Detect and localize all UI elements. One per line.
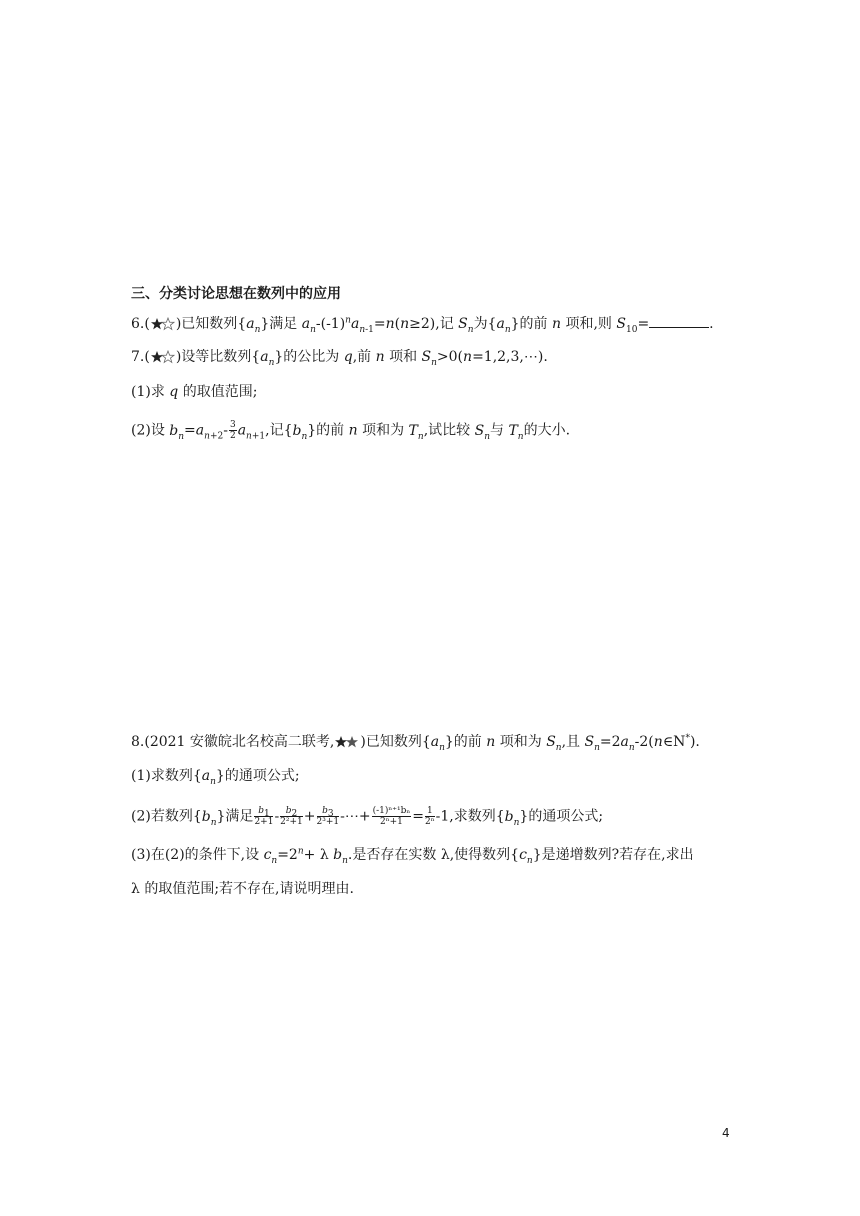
question-number: 7. xyxy=(131,349,145,365)
fraction: $\frac{\text{(-1)ⁿ⁺¹bₙ}}{\text{2ⁿ+1}}$ xyxy=(372,806,411,827)
question-8-part-1: (1)求数列$\{a_n\}$的通项公式; xyxy=(131,768,300,787)
question-8: 8.(2021 安徽皖北名校高二联考, )已知数列$\{a_n\}$的前 n 项和为 $S_n$,且 $S_n=2a_n-2(n\in N^*)$. xyxy=(131,733,700,753)
answer-blank xyxy=(649,315,709,328)
difficulty-stars-icon xyxy=(150,350,176,364)
section-heading: 三、分类讨论思想在数列中的应用 xyxy=(131,286,341,302)
question-source: (2021 安徽皖北名校高二联考, xyxy=(144,734,335,750)
fraction: $\frac{b_2}{\text{2²+1}}$ xyxy=(280,806,303,827)
question-7: 7.( )设等比数列$\{a_n\}$的公比为 q,前 n 项和 $S_n>0(n=1,2,3,\cdots)$. xyxy=(131,349,548,368)
fraction: $\frac{b_1}{2+1}$ xyxy=(254,806,274,827)
difficulty-stars-icon xyxy=(150,317,176,331)
fraction: $\frac{3}{2}$ xyxy=(229,420,236,441)
fraction: $\frac{1}{\text{2ⁿ}}$ xyxy=(425,806,435,827)
fraction: $\frac{b_3}{\text{2³+1}}$ xyxy=(316,806,340,827)
question-7-part-2: (2)设 $b_n=a_{n+2}-$ $\frac{3}{2}$ $a_{n+1}$,记$\{b_n\}$的前 n 项和为 $T_n$,试比较 $S_n$与 $T_n$的大小. xyxy=(131,420,571,442)
page-number: 4 xyxy=(722,1126,730,1140)
difficulty-stars-icon xyxy=(334,735,360,749)
question-6: 6.( )已知数列$\{a_n\}$满足 $a_n-(-1)^na_{n-1}=n(n\ge 2)$,记 $S_n$为$\{a_n\}$的前 n 项和,则 $S_{10}=$ . xyxy=(131,315,714,335)
question-number: 8. xyxy=(131,734,145,750)
question-7-part-1: (1)求 q 的取值范围; xyxy=(131,384,258,400)
question-8-part-3-cont: λ 的取值范围;若不存在,请说明理由. xyxy=(131,881,354,897)
question-8-part-3: (3)在(2)的条件下,设 $c_n=2^n+ \lambda$ $b_n$.是否存在实数 λ,使得数列$\{c_n\}$是递增数列?若存在,求出 xyxy=(131,846,694,866)
question-8-part-2: (2)若数列$\{b_n\}$满足 $\frac{b_1}{2+1}$ - $\frac{b_2}{\text{2²+1}}$ + $\frac{b_3}{\text{2³+1}}$ -⋯+ $\frac{\text{(-1)ⁿ⁺¹bₙ}}{\text{2ⁿ+1}}$ = $\frac{1}{\text{2ⁿ}}$ -1,求数列$\{b_n\}$的通项公式; xyxy=(131,806,604,828)
question-number: 6. xyxy=(131,316,145,332)
